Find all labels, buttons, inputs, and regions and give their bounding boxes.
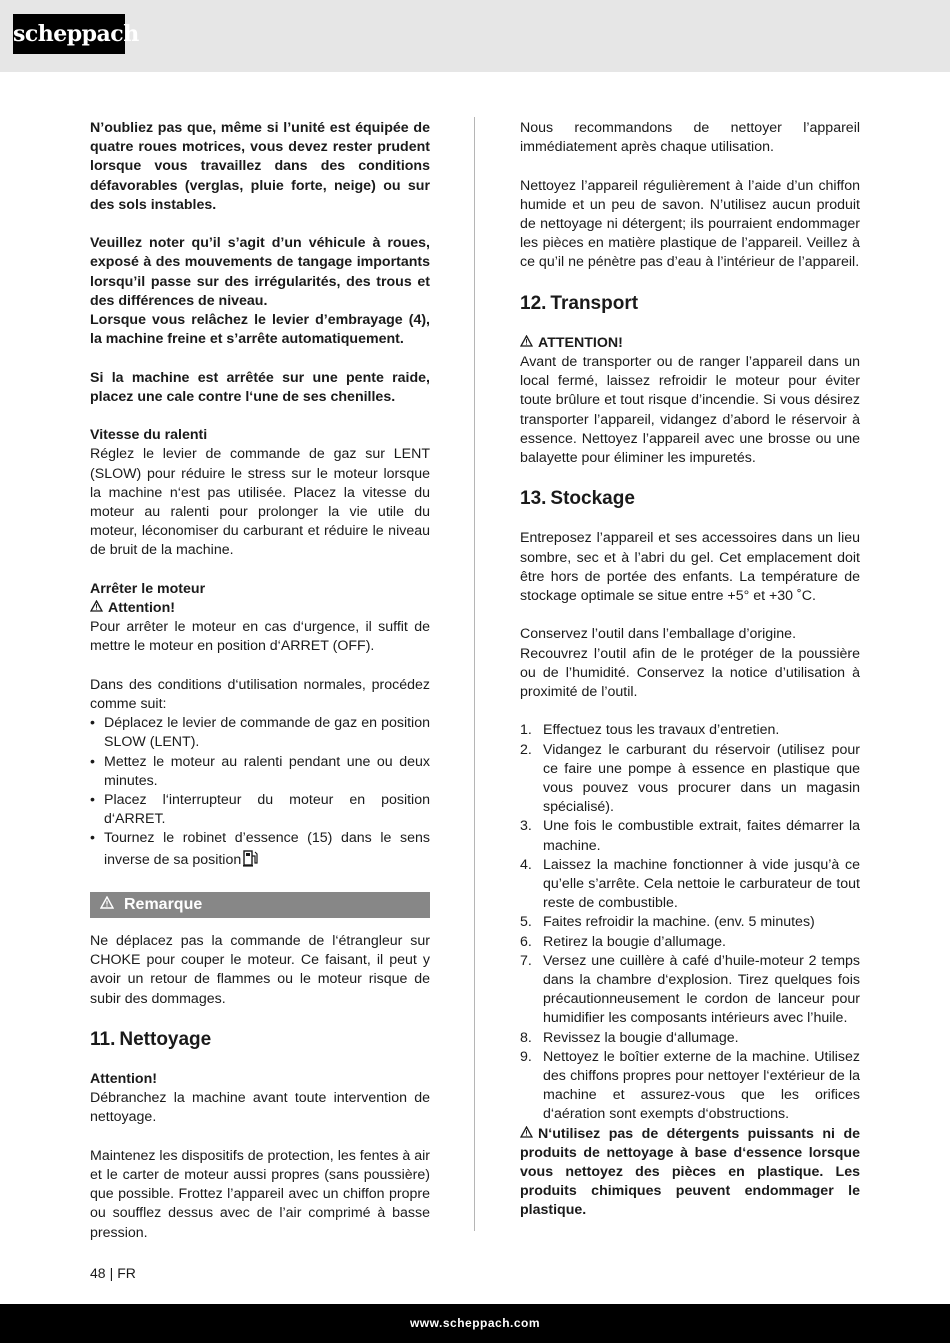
cleaning-text-unplug: Débranchez la machine avant toute intervention de nettoyage. [90, 1090, 430, 1126]
section-title: Nettoyage [119, 1029, 212, 1051]
list-item [520, 952, 860, 1029]
list-item: • Mettez le moteur au ralenti pendant une ou deux minutes. [90, 753, 430, 791]
right-column [520, 119, 860, 1221]
step-text: Versez une cuillère à café d’huile-moteur 2 temps dans la chambre d‘explosion. Tirez quelques fois précautionneusement le cordon de lanceur pour humidifier les composants intérieurs avec l’huile. [543, 952, 860, 1027]
storage-text-packaging: Conservez l’outil dans l’emballage d’origine. [520, 626, 797, 643]
warning-icon [520, 334, 534, 353]
transport-attention [520, 334, 860, 353]
stop-procedure-list [90, 714, 430, 873]
cleaning-recommendation: Nous recommandons de nettoyer l’appareil immédiatement après chaque utilisation. [520, 120, 860, 156]
section-12-heading [520, 292, 860, 316]
step-number: 9. [520, 1048, 532, 1065]
fuel-pump-icon [243, 849, 259, 873]
transport-attention-label: ATTENTION! [538, 334, 623, 351]
step-number: 7. [520, 952, 532, 969]
column-divider [474, 117, 475, 1231]
paragraph-four-wheel-caution: N’oubliez pas que, même si l’unité est équipée de quatre roues motrices, vous devez rester prudent lorsque vous travaillez dans des conditions défavorables (verglas, pluie forte, neige) ou sur des sols instables. [90, 120, 430, 213]
step-text: Faites refroidir la machine. (env. 5 minutes) [543, 914, 815, 931]
fuel-tap-text: Tournez le robinet d’essence (15) dans le sens inverse de sa position [104, 830, 430, 868]
language-code: FR [117, 1265, 136, 1281]
step-text: Laissez la machine fonctionner à vide jusqu’à ce qu’elle s’arrête. Cela nettoie le carburateur de tout reste de combustible. [543, 856, 860, 912]
separator: | [109, 1265, 114, 1281]
cleaning-attention: Attention! [90, 1071, 157, 1088]
website-link[interactable]: www.scheppach.com [409, 1316, 541, 1330]
step-text: Effectuez tous les travaux d’entretien. [543, 722, 780, 739]
remark-banner [90, 892, 430, 918]
section-11-heading [90, 1028, 430, 1052]
step-number: 3. [520, 818, 532, 835]
step-text: Revissez la bougie d‘allumage. [543, 1029, 739, 1046]
list-item [90, 829, 430, 872]
step-number: 5. [520, 914, 532, 931]
warning-icon [520, 1125, 534, 1144]
storage-steps-list [520, 721, 860, 1124]
list-item [520, 721, 860, 740]
section-title: Stockage [550, 488, 635, 510]
remark-text: Ne déplacez pas la commande de l‘étrangleur sur CHOKE pour couper le moteur. Ce faisant, il peut y avoir un retour de flammes ou le moteur risque de subir des dommages. [90, 933, 430, 1007]
stop-attention-label: Attention! [108, 600, 175, 617]
step-number: 8. [520, 1029, 532, 1046]
section-number: 12. [520, 292, 547, 314]
list-item [520, 741, 860, 818]
left-column [90, 119, 430, 1243]
paragraph-clutch-release: Lorsque vous relâchez le levier d’embrayage (4), la machine freine et s’arrête automatiquement. [90, 312, 430, 348]
section-number: 11. [90, 1029, 116, 1051]
step-text: Vidangez le carburant du réservoir (utilisez pour ce faire une pompe à essence en plastique que vous pouvez vous procurer dans un magasin spécialisé). [543, 741, 860, 816]
idle-speed-heading: Vitesse du ralenti [90, 427, 208, 444]
step-number: 6. [520, 933, 532, 950]
brand-logo: scheppach [13, 14, 125, 54]
paragraph-pitch-movement: Veuillez noter qu’il s’agit d’un véhicule à roues, exposé à des mouvements de tangage importants lorsqu’il passe sur des irrégularités, des trous et des différences de niveau. [90, 235, 430, 309]
list-item [520, 913, 860, 932]
transport-text: Avant de transporter ou de ranger l’appareil dans un local fermé, laissez refroidir le moteur pour éviter toute brûlure et tout risque d’incendie. Si vous désirez transporter l’appareil, vidangez d’abord le réservoir à essence. Nettoyez l’appareil avec une brosse ou une balayette pour éliminer les impuretés. [520, 354, 860, 467]
final-warning [520, 1125, 860, 1221]
step-number: 2. [520, 741, 532, 758]
section-title: Transport [550, 292, 639, 314]
list-item [520, 817, 860, 855]
list-item: • Placez l‘interrupteur du moteur en position d‘ARRET. [90, 791, 430, 829]
section-13-heading [520, 487, 860, 511]
warning-icon [90, 599, 104, 618]
page-number: 48 [90, 1265, 106, 1281]
normal-conditions-intro: Dans des conditions d‘utilisation normales, procédez comme suit: [90, 676, 430, 713]
step-text: Nettoyez le boîtier externe de la machine. Utilisez des chiffons propres pour nettoyer l‘extérieur de la machine et assurez-vous que les orifices d‘aération sont exempts d‘obstructions. [543, 1048, 860, 1123]
list-item: • Déplacez le levier de commande de gaz en position SLOW (LENT). [90, 714, 430, 752]
list-item [520, 1029, 860, 1048]
cleaning-regular-text: Nettoyez l’appareil régulièrement à l’aide d’un chiffon humide et un peu de savon. N’utilisez aucun produit de nettoyage ni détergent; ils pourraient endommager les pièces en matière plastique de l’appareil. Veillez à ce qu’il ne pénètre pas d’eau à l’intérieur de l’appareil. [520, 177, 860, 271]
stop-engine-text: Pour arrêter le moteur en cas d‘urgence, il suffit de mettre le moteur en position d‘ARRET (OFF). [90, 619, 430, 655]
step-number: 4. [520, 856, 532, 873]
paragraph-steep-slope: Si la machine est arrêtée sur une pente raide, placez une cale contre l‘une de ses chenilles. [90, 369, 430, 405]
list-item [520, 856, 860, 914]
header-band [0, 0, 950, 72]
page-number-block [90, 1265, 136, 1281]
stop-engine-heading: Arrêter le moteur [90, 580, 206, 597]
step-number: 1. [520, 722, 532, 739]
storage-text-location: Entreposez l’appareil et ses accessoires dans un lieu sombre, sec et à l’abri du gel. Cet emplacement doit être hors de portée des enfants. La température de stockage optimale se situe entre +5° et +30 ˚C. [520, 530, 860, 605]
remark-title: Remarque [124, 896, 203, 914]
stop-engine-attention [90, 599, 430, 618]
final-warning-text: N‘utilisez pas de détergents puissants ni de produits de nettoyage à base d‘essence lorsque vous nettoyez des pièces en plastique. Les produits chimiques peuvent endommager le plastique. [520, 1125, 860, 1219]
idle-speed-text: Réglez le levier de commande de gaz sur LENT (SLOW) pour réduire le stress sur le moteur lorsque la machine n‘est pas utilisée. Placez la vitesse du moteur au ralenti pour prolonger la vie utile du moteur, léconomiser du carburant et réduire le niveau de bruit de la machine. [90, 446, 430, 559]
list-item [520, 1048, 860, 1125]
step-text: Une fois le combustible extrait, faites démarrer la machine. [543, 818, 860, 854]
section-number: 13. [520, 488, 547, 510]
step-text: Retirez la bougie d’allumage. [543, 933, 726, 950]
storage-text-cover: Recouvrez l’outil afin de le protéger de la poussière ou de l’humidité. Conservez la notice d’utilisation à proximité de l’outil. [520, 645, 860, 701]
list-item [520, 933, 860, 952]
warning-icon [100, 892, 114, 918]
cleaning-text-maintain: Maintenez les dispositifs de protection, les fentes à air et le carter de moteur aussi propres (sans poussière) que possible. Frottez l’appareil avec un chiffon propre ou soufflez dessus avec de l’air comprimé à basse pression. [90, 1147, 430, 1241]
footer-band [0, 1304, 950, 1343]
